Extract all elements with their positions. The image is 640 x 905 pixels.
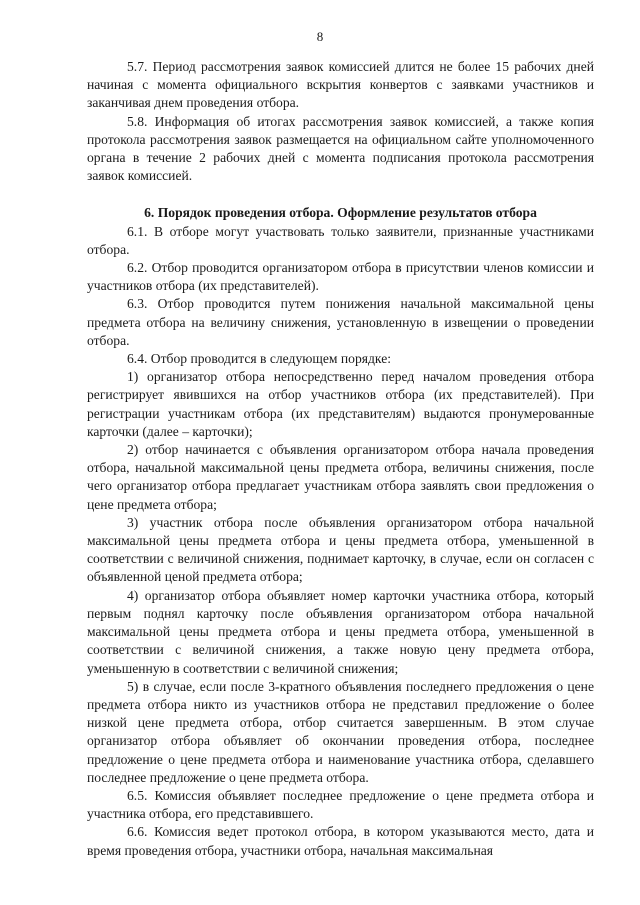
list-item-2: 2) отбор начинается с объявления организатором отбора начала проведения отбора, начальной максимальной цены предмета отбора, величины снижения, после чего организатор отбора предлагает участникам отбора заявлять свои предложения о цене предмета отбора; xyxy=(87,442,594,512)
page-number: 8 xyxy=(316,29,324,44)
paragraph-6-2: 6.2. Отбор проводится организатором отбора в присутствии членов комиссии и участников отбора (их представителей). xyxy=(87,260,594,294)
list-item-5: 5) в случае, если после 3-кратного объявления последнего предложения о цене предмета отбора никто из участников отбора не представил предложение о более низкой цене предмета отбора, отбор считается завершенным. В этом случае организатор отбора объявляет об окончании проведения отбора, последнее предложение о цене предмета отбора и наименование участника отбора, сделавшего последнее предложение о цене предмета отбора. xyxy=(87,678,594,785)
paragraph-6-6: 6.6. Комиссия ведет протокол отбора, в котором указываются место, дата и время проведения отбора, участники отбора, начальная максимальная xyxy=(87,824,594,858)
document-body xyxy=(87,58,594,860)
paragraph-6-3: 6.3. Отбор проводится путем понижения начальной максимальной цены предмета отбора на величину снижения, установленную в извещении о проведении отбора. xyxy=(87,296,594,348)
paragraph-6-4: 6.4. Отбор проводится в следующем порядке: xyxy=(127,351,392,367)
paragraph-6-1: 6.1. В отборе могут участвовать только заявители, признанные участниками отбора. xyxy=(87,223,594,257)
list-item-4: 4) организатор отбора объявляет номер карточки участника отбора, который первым поднял карточку после объявления организатором отбора начальной максимальной цены предмета отбора и цены предмета отбора, уменьшенной в соответствии с величиной снижения, а также новую цену предмета отбора, уменьшенную в соответствии с величиной снижения; xyxy=(87,587,594,676)
paragraph-5-8: 5.8. Информация об итогах рассмотрения заявок комиссией, а также копия протокола рассмотрения заявок размещается на официальном сайте уполномоченного органа в течение 2 рабочих дней с момента подписания протокола рассмотрения заявок комиссией. xyxy=(87,113,594,184)
list-item-3: 3) участник отбора после объявления организатором отбора начальной максимальной цены предмета отбора и цены предмета отбора, уменьшенной в соответствии с величиной снижения, поднимает карточку, в случае, если он согласен с объявленной ценой предмета отбора; xyxy=(87,514,594,585)
list-item-1: 1) организатор отбора непосредственно перед началом проведения отбора регистрирует явившихся на отбор участников отбора (их представителей). При регистрации участникам отбора (их представителям) выдаются пронумерованные карточки (далее – карточки); xyxy=(87,369,594,439)
section-heading: 6. Порядок проведения отбора. Оформление результатов отбора xyxy=(144,205,537,221)
paragraph-6-5: 6.5. Комиссия объявляет последнее предложение о цене предмета отбора и участника отбора, его представившего. xyxy=(87,787,594,822)
paragraph-5-7: 5.7. Период рассмотрения заявок комиссией длится не более 15 рабочих дней начиная с момента официального вскрытия конвертов с заявками участников и заканчивая днем проведения отбора. xyxy=(87,59,594,111)
